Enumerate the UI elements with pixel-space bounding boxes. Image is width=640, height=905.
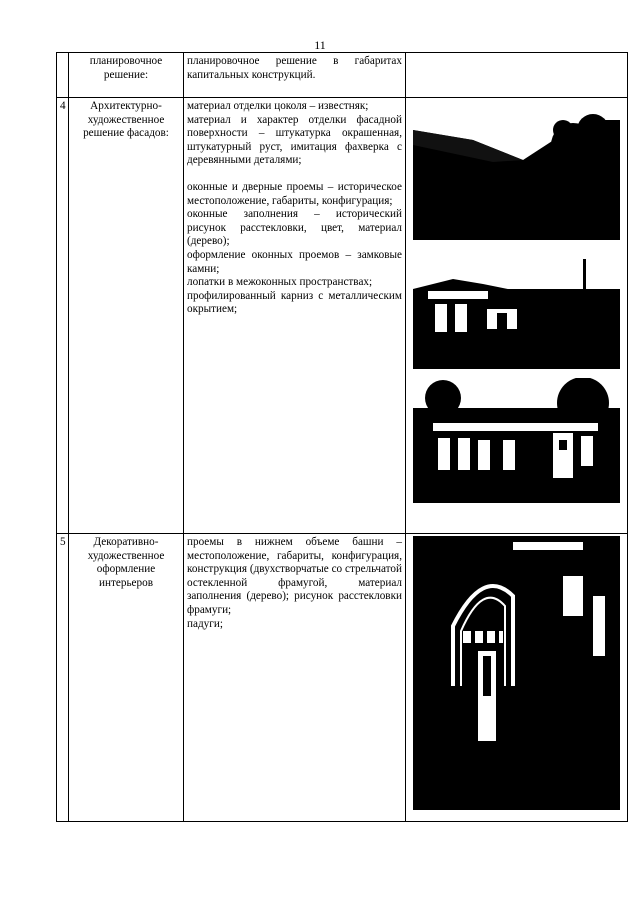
- feature-description: [184, 534, 406, 822]
- page-number: 11: [314, 38, 326, 52]
- facade-photo-3: [413, 378, 620, 503]
- description-line: материал отделки цоколя – известняк;: [187, 100, 369, 112]
- description-line: оконные заполнения – исторический рисунок расстекловки, цвет, материал (дерево);: [187, 208, 402, 248]
- feature-description: [184, 53, 406, 98]
- facade-photo-1: [413, 100, 620, 240]
- facade-photo-2: [413, 249, 620, 369]
- description-line: материал и характер отделки фасадной поверхности – штукатурка окрашенная, штукатурный руст, имитация фахверка с деревянными деталями;: [187, 113, 402, 167]
- description-line: оконные и дверные проемы – историческое местоположение, габариты, конфигурация;: [187, 180, 402, 207]
- table-row: [57, 534, 628, 822]
- description-line: планировочное решение в габаритах капитальных конструкций.: [187, 55, 402, 81]
- protected-features-table: [56, 52, 628, 822]
- description-line: лопатки в межоконных пространствах;: [187, 276, 373, 289]
- row-number: 4: [57, 98, 69, 534]
- feature-name: планировочное решение:: [69, 53, 184, 98]
- image-cell: [406, 534, 628, 822]
- image-cell: [406, 98, 628, 534]
- row-number: [57, 53, 69, 98]
- feature-description: [184, 98, 406, 534]
- description-line: профилированный карниз с металлическим окрытием;: [187, 289, 402, 316]
- table-row: [57, 53, 628, 98]
- table-row: [57, 98, 628, 534]
- image-cell: [406, 53, 628, 98]
- interior-photo: [413, 536, 620, 810]
- feature-name: Декоративно-художественное оформление интерьеров: [69, 534, 184, 822]
- description-line: падуги;: [187, 617, 223, 630]
- description-line: проемы в нижнем объеме башни – местоположение, габариты, конфигурация, конструкция (двухстворчатые со стрельчатой остекленной фрамугой, материал заполнения (дерево); рисунок расстекловки фрамуги;: [187, 536, 402, 616]
- description-line: оформление оконных проемов – замковые камни;: [187, 248, 402, 275]
- row-number: 5: [57, 534, 69, 822]
- feature-name: Архитектурно-художественное решение фасадов:: [69, 98, 184, 534]
